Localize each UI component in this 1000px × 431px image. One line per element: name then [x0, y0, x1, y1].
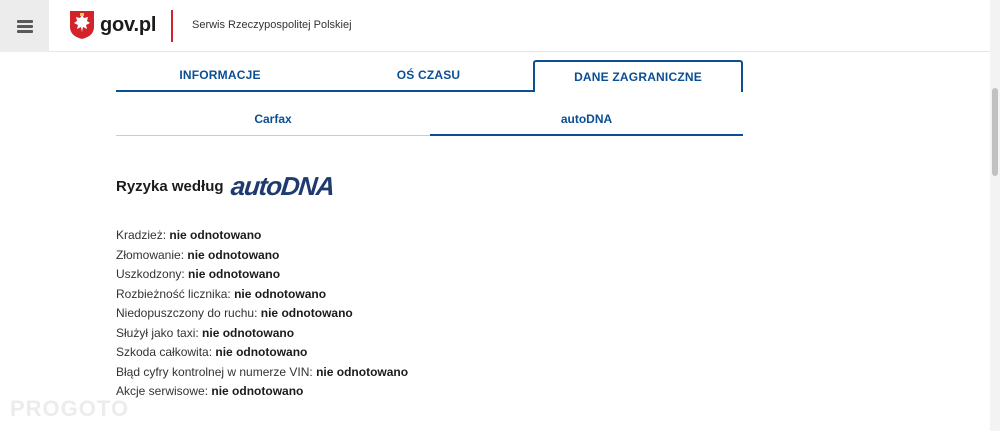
section-heading: [116, 172, 333, 200]
vertical-scrollbar[interactable]: [990, 0, 1000, 431]
risk-item: [116, 324, 408, 344]
source-subtabs: [116, 108, 743, 136]
menu-button[interactable]: [0, 0, 49, 52]
main-tabs: [116, 60, 743, 92]
risk-value: nie odnotowano: [260, 306, 353, 320]
risk-item: [116, 265, 408, 285]
risk-label: Błąd cyfry kontrolnej w numerze VIN:: [116, 364, 313, 379]
risk-label: Służył jako taxi:: [116, 325, 199, 340]
risk-value: nie odnotowano: [211, 384, 304, 398]
logo-divider: [171, 10, 173, 42]
tab-dane-zagraniczne[interactable]: DANE ZAGRANICZNE: [533, 60, 743, 92]
risk-label: Szkoda całkowita:: [116, 345, 213, 359]
risk-label: Niedopuszczony do ruchu:: [116, 306, 258, 320]
risk-item: [116, 226, 408, 246]
risk-item: [116, 304, 408, 324]
risk-item: [116, 285, 408, 305]
risk-item: [116, 343, 408, 363]
risk-value: nie odnotowano: [202, 325, 295, 340]
risk-label: Kradzież:: [116, 228, 167, 242]
logo-text: gov.pl: [100, 13, 157, 36]
risk-label: Złomowanie:: [116, 247, 185, 262]
polish-eagle-emblem-icon: [69, 10, 95, 40]
subtab-carfax[interactable]: Carfax: [116, 108, 430, 136]
risk-value: nie odnotowano: [187, 247, 280, 262]
risk-value: nie odnotowano: [234, 286, 327, 301]
service-name: Serwis Rzeczypospolitej Polskiej: [192, 19, 352, 31]
risk-label: Rozbieżność licznika:: [116, 286, 231, 301]
watermark: PROGOTO: [10, 396, 130, 421]
top-header: [0, 0, 990, 52]
hamburger-icon: [17, 20, 33, 33]
section-title: Ryzyka według: [116, 177, 224, 195]
risk-label: Akcje serwisowe:: [116, 384, 209, 398]
risk-value: nie odnotowano: [188, 267, 281, 281]
risk-value: nie odnotowano: [316, 364, 409, 379]
risk-item: [116, 382, 408, 402]
autodna-logo: autoDNA: [229, 170, 335, 201]
risk-item: [116, 246, 408, 266]
risk-item: [116, 363, 408, 383]
risk-list: [116, 226, 408, 402]
tab-informacje[interactable]: INFORMACJE: [116, 60, 324, 92]
subtab-autodna[interactable]: autoDNA: [430, 108, 743, 136]
risk-label: Uszkodzony:: [116, 267, 185, 281]
risk-value: nie odnotowano: [169, 228, 262, 242]
scrollbar-thumb[interactable]: [992, 88, 998, 176]
gov-logo[interactable]: [69, 10, 156, 40]
risk-value: nie odnotowano: [215, 345, 308, 359]
tab-os-czasu[interactable]: OŚ CZASU: [324, 60, 533, 92]
